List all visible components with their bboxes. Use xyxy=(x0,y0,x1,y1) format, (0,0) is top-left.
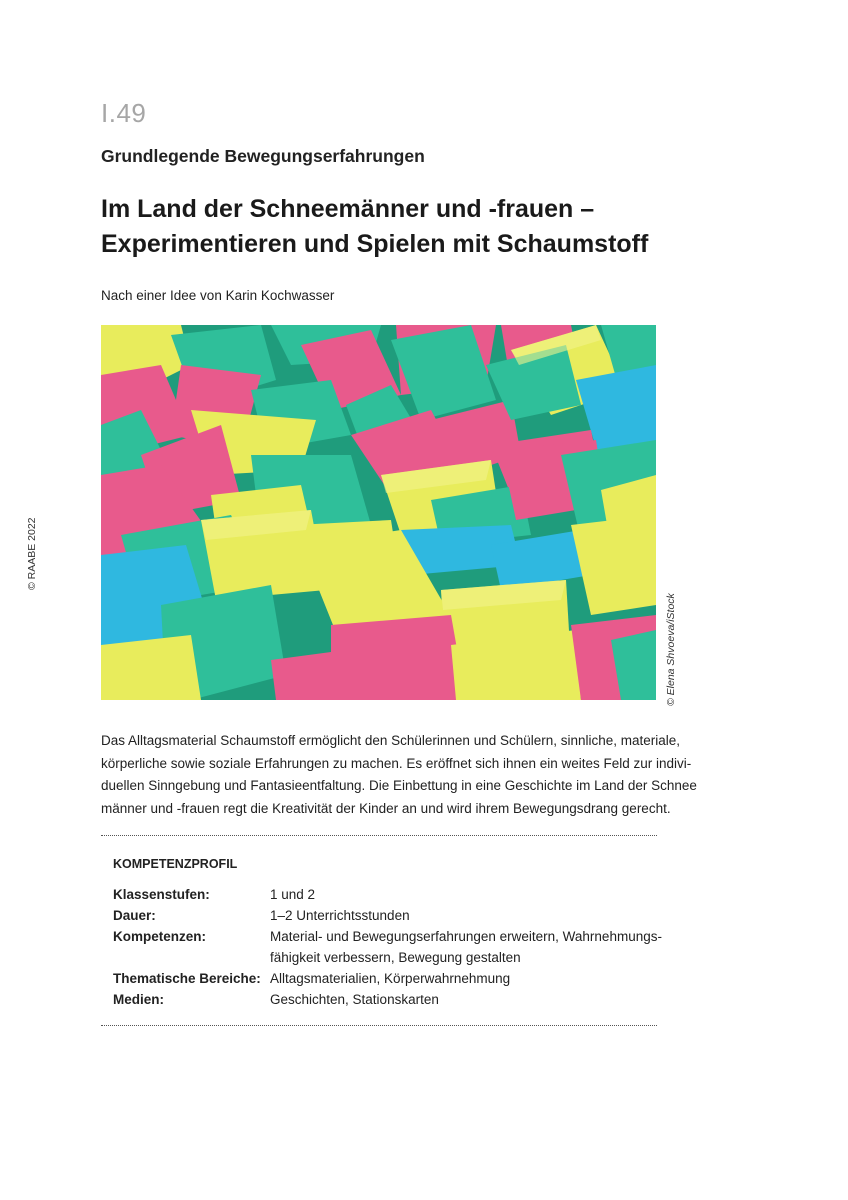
kp-label: Kompetenzen: xyxy=(113,929,207,944)
intro-line: männer und -frauen regt die Kreativität der Kinder an und wird ihrem Bewegungsdrang gerecht. xyxy=(101,800,671,816)
foam-cubes-illustration xyxy=(101,325,656,700)
kp-label: Klassenstufen: xyxy=(113,887,210,902)
kp-label: Medien: xyxy=(113,992,165,1007)
kp-value-line: 1–2 Unterrichtsstunden xyxy=(270,908,410,923)
divider-top xyxy=(101,835,657,836)
kp-value-line: Alltagsmaterialien, Körperwahrnehmung xyxy=(270,971,511,986)
kp-value-line: fähigkeit verbessern, Bewegung gestalten xyxy=(270,950,521,965)
foam-cubes-photo xyxy=(101,325,656,700)
page-title xyxy=(101,192,701,262)
kp-label: Dauer: xyxy=(113,908,156,923)
kp-row-medien xyxy=(113,989,663,1010)
kp-value xyxy=(270,884,663,905)
intro-line: Das Alltagsmaterial Schaumstoff ermöglicht den Schülerinnen und Schülern, sinnliche, materiale, xyxy=(101,733,681,748)
kp-value-line: Material- und Bewegungserfahrungen erweitern, Wahrnehmungs- xyxy=(270,929,662,944)
intro-line: körperliche sowie soziale Erfahrungen zu machen. Es eröffnet sich ihnen ein weites Feld zur indivi- xyxy=(101,755,692,771)
kp-row-klassenstufen xyxy=(113,884,663,905)
intro-paragraph xyxy=(101,730,697,820)
kompetenzprofil-table xyxy=(113,884,663,1010)
section-title: Grundlegende Bewegungserfahrungen xyxy=(101,146,425,166)
photo-credit: © Elena Shvoeva/iStock xyxy=(665,593,677,706)
kompetenzprofil-heading: KOMPETENZPROFIL xyxy=(113,857,238,871)
kp-row-dauer xyxy=(113,905,663,926)
kp-row-kompetenzen xyxy=(113,926,663,968)
kp-value xyxy=(270,989,663,1010)
kp-value xyxy=(270,968,663,989)
publisher-copyright: © RAABE 2022 xyxy=(26,517,38,590)
kp-value-line: 1 und 2 xyxy=(270,887,316,902)
page-number: I.49 xyxy=(101,98,147,128)
kp-row-thematische-bereiche xyxy=(113,968,663,989)
kp-label: Thematische Bereiche: xyxy=(113,971,261,986)
title-line-1: Im Land der Schneemänner und -frauen – xyxy=(101,195,595,223)
author-credit: Nach einer Idee von Karin Kochwasser xyxy=(101,288,335,303)
intro-line: duellen Sinngebung und Fantasieentfaltung. Die Einbettung in eine Geschichte im Land der Schnee xyxy=(101,778,697,793)
divider-bottom xyxy=(101,1025,657,1026)
kp-value xyxy=(270,926,663,968)
title-line-2: Experimentieren und Spielen mit Schaumstoff xyxy=(101,230,649,258)
kp-value xyxy=(270,905,663,926)
kp-value-line: Geschichten, Stationskarten xyxy=(270,992,439,1007)
